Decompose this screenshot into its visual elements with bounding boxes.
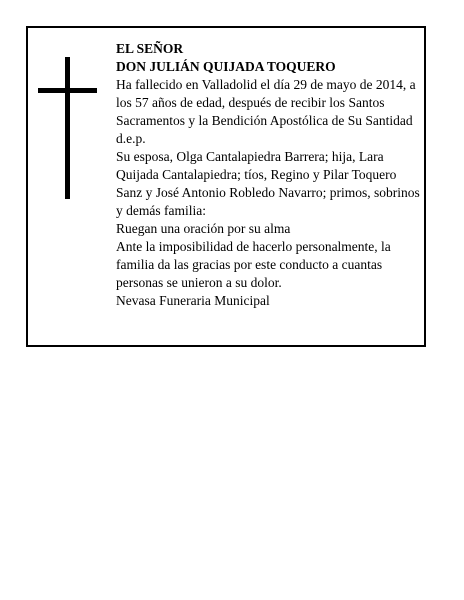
prayer-request: Ruegan una oración por su alma — [116, 221, 291, 236]
heading-title: EL SEÑOR — [116, 41, 184, 56]
death-announcement: Ha fallecido en Valladolid el día 29 de mayo de 2014, a los 57 años de edad, después de recibir los Santos Sacramentos y la Bendición Apostólica de Su Santidad d.e.p. — [116, 77, 416, 146]
notice-text-block — [116, 40, 422, 310]
obituary-notice — [26, 26, 426, 347]
cross-vertical-bar — [65, 57, 70, 199]
cross-horizontal-bar — [38, 88, 97, 93]
cross-icon — [38, 57, 98, 199]
deceased-name: DON JULIÁN QUIJADA TOQUERO — [116, 59, 336, 74]
family-list: Su esposa, Olga Cantalapiedra Barrera; hija, Lara Quijada Cantalapiedra; tíos, Regino y Pilar Toquero Sanz y José Antonio Robledo Navarro; primos, sobrinos y demás familia: — [116, 149, 420, 218]
funeral-home: Nevasa Funeraria Municipal — [116, 293, 270, 308]
thanks-message: Ante la imposibilidad de hacerlo personalmente, la familia da las gracias por este conducto a cuantas personas se unieron a su dolor. — [116, 239, 391, 290]
